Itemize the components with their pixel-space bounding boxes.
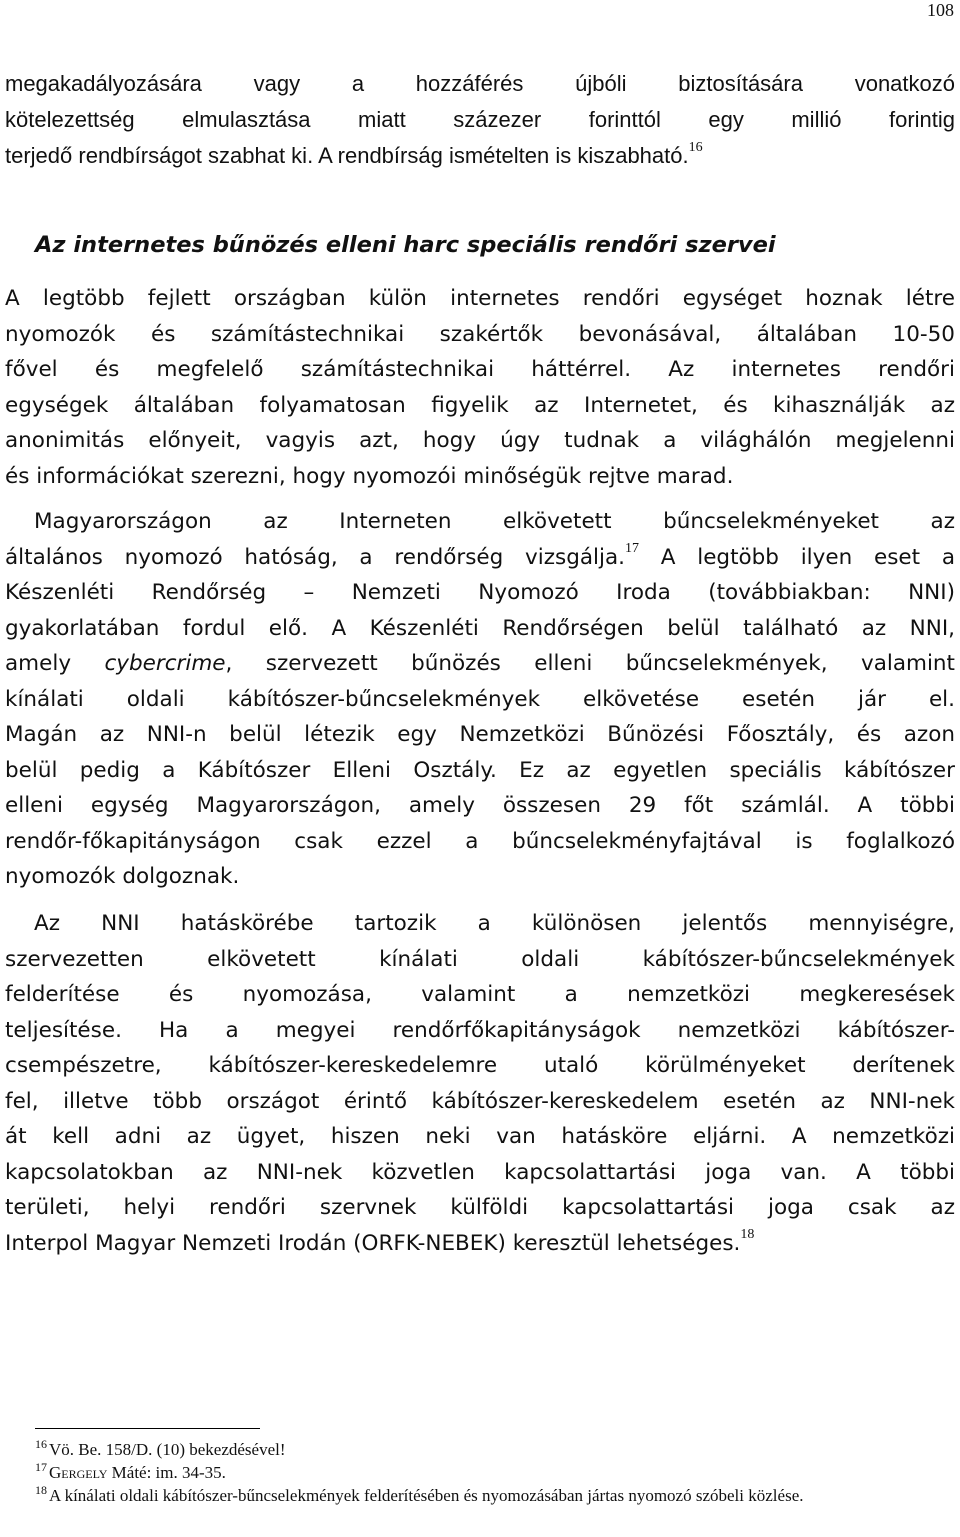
p3-line-8: kapcsolatokban az NNI-nek közvetlen kapcsolattartási joga van. A többi bbox=[5, 1159, 955, 1185]
intro-line-3-text: terjedő rendbírságot szabhat ki. A rendbírság ismételten is kiszabható. bbox=[5, 143, 689, 168]
p2-line-2 bbox=[5, 540, 955, 576]
p2-line-1 bbox=[5, 504, 955, 540]
p3-line-7: át kell adni az ügyet, hiszen neki van hatásköre eljárni. A nemzetközi bbox=[5, 1124, 955, 1149]
section-heading: Az internetes bűnözés elleni harc speciális rendőri szervei bbox=[35, 232, 776, 258]
footnote-17 bbox=[5, 1461, 955, 1484]
footnotes bbox=[5, 1438, 955, 1507]
p3-line-1-text: Az NNI hatáskörébe tartozik a különösen jelentős mennyiségre, bbox=[34, 911, 955, 936]
p3-line-9: területi, helyi rendőri szervnek külföldi kapcsolattartási joga csak az bbox=[5, 1195, 955, 1220]
p3-line-10-text: Interpol Magyar Nemzeti Irodán (ORFK-NEBEK) keresztül lehetséges. bbox=[5, 1230, 741, 1256]
p2-line-6: kínálati oldali kábítószer-bűncselekmények elkövetése esetén jár el. bbox=[5, 686, 955, 712]
p2-line-5 bbox=[5, 646, 955, 682]
paragraph-1 bbox=[5, 281, 955, 494]
intro-line-3 bbox=[5, 138, 955, 174]
p3-line-4: teljesítése. Ha a megyei rendőrfőkapitányságok nemzetközi kábítószer- bbox=[5, 1017, 955, 1043]
p3-line-6: fel, illetve több országot érintő kábítószer-kereskedelem esetén az NNI-nek bbox=[5, 1088, 955, 1114]
footnote-18-text: A kínálati oldali kábítószer-bűncselekmények felderítésében és nyomozásában jártas nyomozó szóbeli közlése. bbox=[49, 1486, 804, 1505]
footnote-16 bbox=[5, 1438, 955, 1461]
p2-line-5-b: , szervezett bűnözés elleni bűncselekmények, valamint bbox=[225, 651, 955, 676]
p2-line-10: rendőr-főkapitányságon csak ezzel a bűncselekményfajtával is foglalkozó bbox=[5, 828, 955, 854]
intro-line-2: kötelezettség elmulasztása miatt százezer forinttól egy millió forintig bbox=[5, 107, 955, 132]
p1-line-3: fővel és megfelelő számítástechnikai háttérrel. Az internetes rendőri bbox=[5, 357, 955, 382]
footnote-17-number: 17 bbox=[35, 1460, 47, 1474]
p2-line-9: elleni egység Magyarországon, amely összesen 29 főt számlál. A többi bbox=[5, 793, 955, 818]
intro-paragraph bbox=[5, 66, 955, 174]
term-cybercrime: cybercrime bbox=[104, 651, 226, 676]
page-number: 108 bbox=[927, 0, 954, 20]
footnote-17-author: Gergely bbox=[49, 1463, 108, 1482]
p3-line-2: szervezetten elkövetett kínálati oldali kábítószer-bűncselekmények bbox=[5, 946, 955, 972]
paragraph-2 bbox=[5, 504, 955, 895]
p3-line-5: csempészetre, kábítószer-kereskedelemre utaló körülményeket derítenek bbox=[5, 1053, 955, 1078]
p3-line-10 bbox=[5, 1226, 955, 1262]
footnote-ref-18: 18 bbox=[740, 1226, 755, 1242]
footnote-17-text: Máté: im. 34-35. bbox=[107, 1463, 226, 1482]
footnote-18-number: 18 bbox=[35, 1483, 47, 1497]
p2-line-3: Készenléti Rendőrség – Nemzeti Nyomozó Iroda (továbbiakban: NNI) bbox=[5, 580, 955, 605]
footnote-18 bbox=[5, 1484, 955, 1507]
p3-line-3: felderítése és nyomozása, valamint a nemzetközi megkeresések bbox=[5, 982, 955, 1007]
p1-line-5: anonimitás előnyeit, vagyis azt, hogy úgy tudnak a világhálón megjelenni bbox=[5, 428, 955, 453]
p2-line-2-b: A legtöbb ilyen eset a bbox=[639, 544, 955, 570]
p1-line-1: A legtöbb fejlett országban külön internetes rendőri egységet hoznak létre bbox=[5, 286, 955, 311]
p1-line-4: egységek általában folyamatosan figyelik az Internetet, és kihasználják az bbox=[5, 392, 955, 418]
footnote-16-number: 16 bbox=[35, 1437, 47, 1451]
footnote-divider bbox=[35, 1428, 260, 1429]
p3-line-1 bbox=[5, 906, 955, 942]
p2-line-4: gyakorlatában fordul elő. A Készenléti Rendőrségen belül található az NNI, bbox=[5, 615, 955, 641]
p1-line-2: nyomozók és számítástechnikai szakértők bevonásával, általában 10-50 bbox=[5, 321, 955, 347]
p2-line-5-a: amely bbox=[5, 651, 105, 676]
p2-line-1-text: Magyarországon az Interneten elkövetett bűncselekményeket az bbox=[34, 509, 955, 534]
p2-line-11: nyomozók dolgoznak. bbox=[5, 864, 240, 889]
paragraph-3 bbox=[5, 906, 955, 1261]
p2-line-7: Magán az NNI-n belül létezik egy Nemzetközi Bűnözési Főosztály, és azon bbox=[5, 722, 955, 747]
intro-line-1: megakadályozására vagy a hozzáférés újbóli biztosítására vonatkozó bbox=[5, 71, 955, 96]
footnote-ref-17: 17 bbox=[625, 540, 640, 556]
p1-line-6: és információkat szerezni, hogy nyomozói minőségük rejtve marad. bbox=[5, 463, 734, 489]
footnote-16-text: Vö. Be. 158/D. (10) bekezdésével! bbox=[49, 1440, 286, 1459]
p2-line-2-a: általános nyomozó hatóság, a rendőrség vizsgálja. bbox=[5, 544, 626, 570]
p2-line-8: belül pedig a Kábítószer Elleni Osztály. Ez az egyetlen speciális kábítószer bbox=[5, 757, 955, 783]
footnote-ref-16: 16 bbox=[688, 140, 703, 155]
